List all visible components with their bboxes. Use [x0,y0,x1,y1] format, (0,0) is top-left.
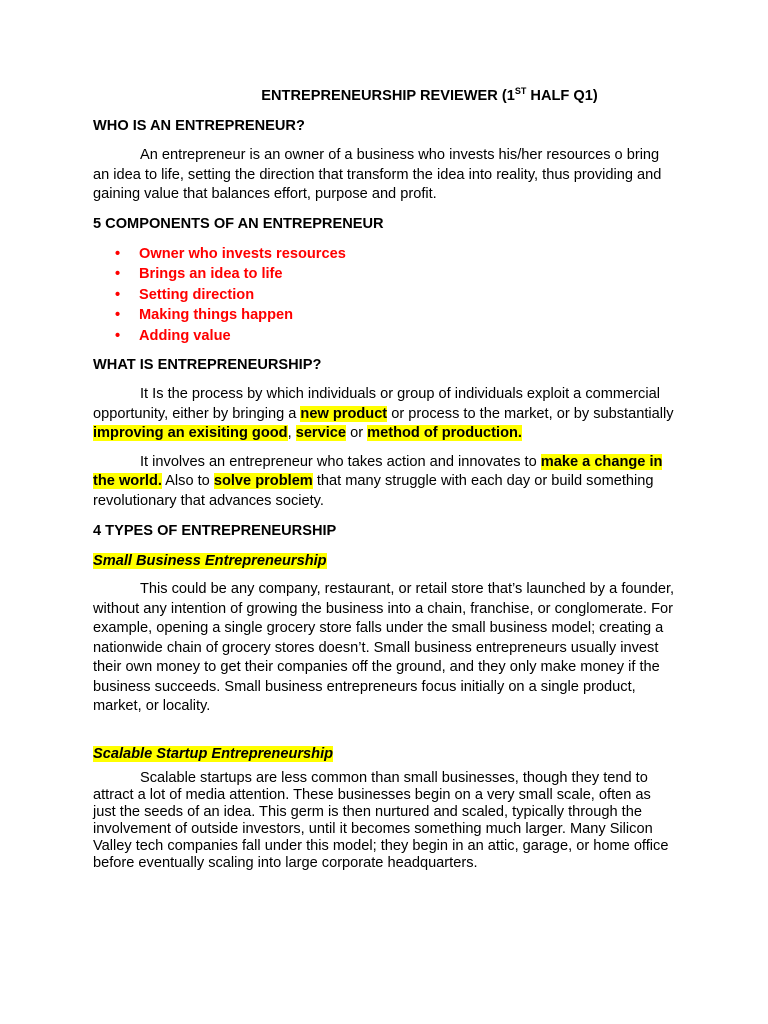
highlight-improving-good: improving an exisiting good [93,425,288,441]
highlight-make-change: make a change in the world. [93,453,663,489]
highlight-method-of-production: method of production. [367,425,522,441]
paragraph-entrepreneurship-action: It involves an entrepreneur who takes action and innovates to make a change in the world. Also to solve problem that many struggle with each day or build something revolutionary that advances society. [93,453,663,509]
paragraph-scalable-startup: Scalable startups are less common than small businesses, though they tend to attract a lot of media attention. These businesses begin on a very small scale, often as just the seeds of an idea. This germ is then nurtured and scaled, typically through the involvement of outside investors, until it becomes something much larger. Many Silicon Valley tech companies fall under this model; they begin in an attic, garage, or home office before eventually scaling into large corporate headquarters. [93,769,669,871]
highlight-solve-problem: solve problem [213,473,313,489]
highlight-service: service [295,425,347,441]
list-item: • Setting direction [115,285,676,306]
components-list [93,244,676,347]
paragraph-entrepreneurship-definition: It Is the process by which individuals or group of individuals exploit a commercial opportunity, either by bringing a new product or process to the market, or by substantially improving an exisiting good, service or method of production. [93,386,674,441]
list-item: • Adding value [115,326,676,347]
list-item: • Making things happen [115,305,676,326]
heading-components: 5 COMPONENTS OF AN ENTREPRENEUR [93,215,384,232]
highlight-new-product: new product [300,405,388,422]
heading-what-is-entrepreneurship: WHAT IS ENTREPRENEURSHIP? [93,357,322,373]
subheading-scalable-startup: Scalable Startup Entrepreneurship [93,745,334,762]
scalable-startup-block [93,770,676,872]
paragraph-small-business: This could be any company, restaurant, or retail store that’s launched by a founder, without any intention of growing the business into a chain, franchise, or conglomerate. For example, opening a single grocery store falls under the small business model; creating a nationwide chain of grocery stores doesn’t. Small business entrepreneurs usually invest their own money to get their companies off the ground, and they only make money if the business succeeds. Small business entrepreneurs focus initially on a single product, market, or locality. [93,581,675,714]
subheading-small-business: Small Business Entrepreneurship [93,553,327,569]
list-item: • Owner who invests resources [115,244,676,265]
heading-types: 4 TYPES OF ENTREPRENEURSHIP [93,523,337,539]
heading-who-is-entrepreneur: WHO IS AN ENTREPRENEUR? [93,118,305,134]
document-title: ENTREPRENEURSHIP REVIEWER (1ST HALF Q1) [261,86,598,104]
list-item: • Brings an idea to life [115,264,676,285]
paragraph-entrepreneur-definition: An entrepreneur is an owner of a business who invests his/her resources o bring an idea to life, setting the direction that transform the idea into reality, thus providing and gaining value that balances effort, purpose and profit. [93,147,662,202]
